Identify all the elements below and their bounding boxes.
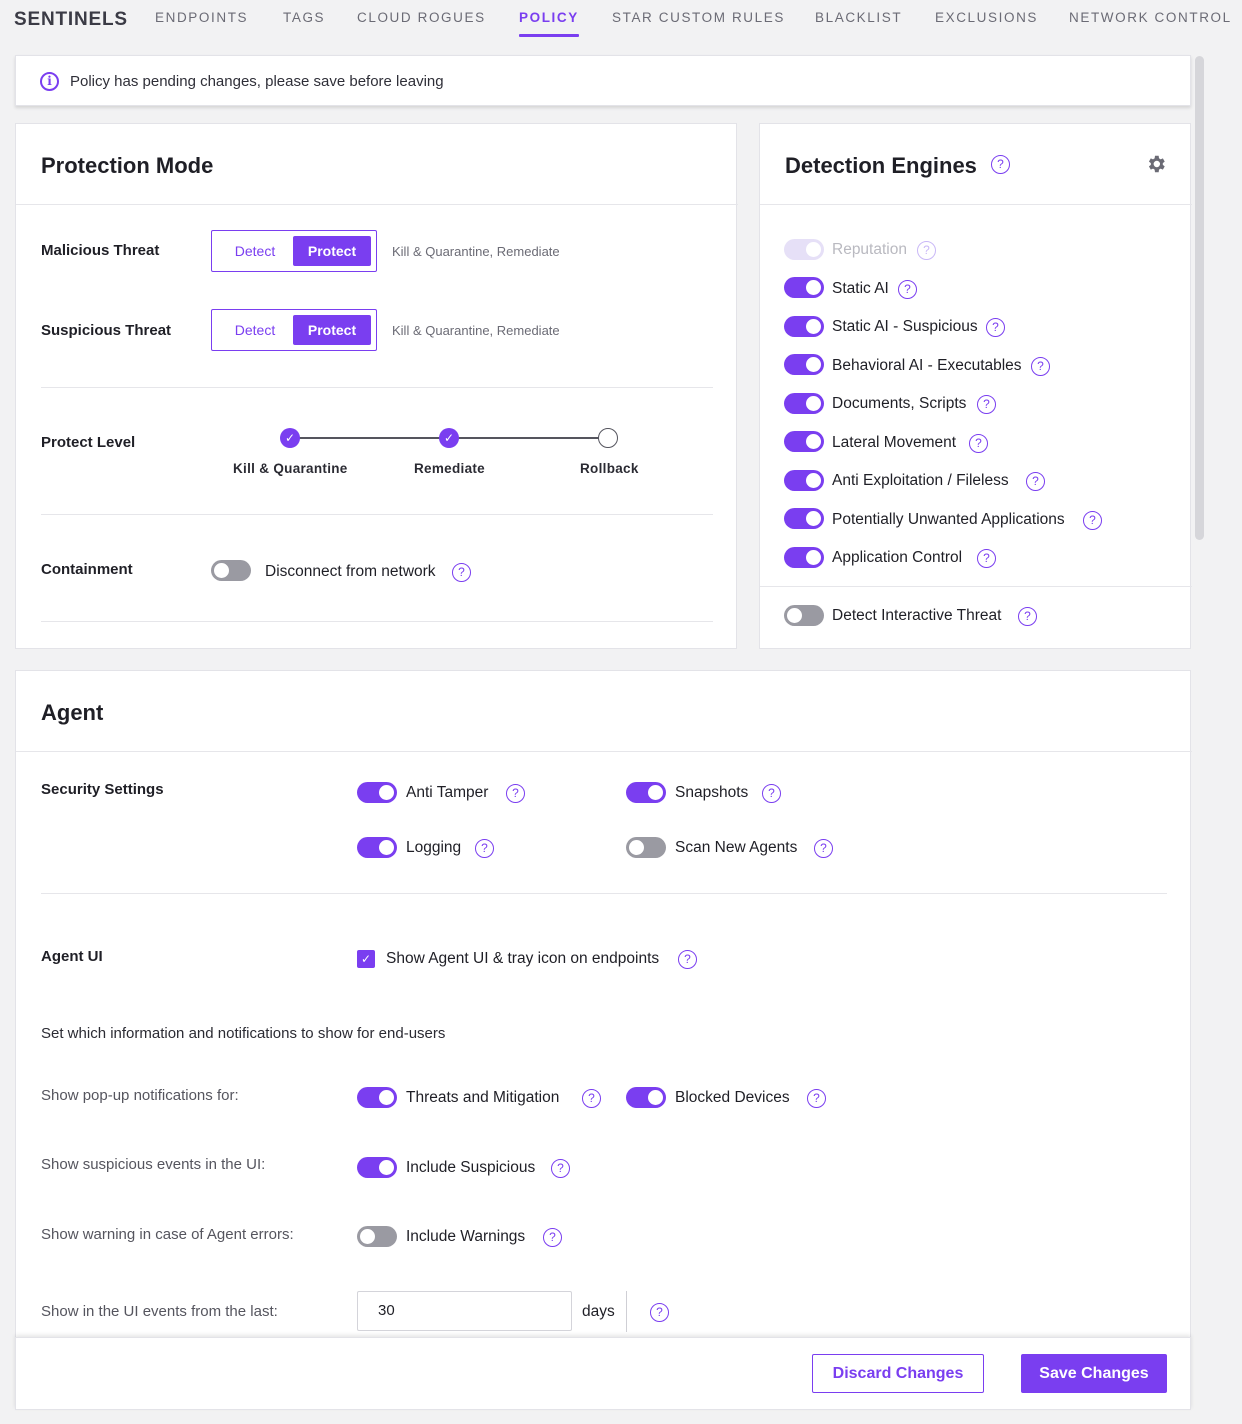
help-icon[interactable]: ? [582,1089,601,1108]
tab-tags[interactable]: TAGS [283,10,326,25]
divider [41,387,713,388]
behavioral-ai-toggle[interactable] [784,354,824,375]
divider [760,586,1192,587]
days-unit-label: days [582,1303,615,1320]
detect-interactive-threat-toggle[interactable] [784,605,824,626]
agent-ui-label: Agent UI [41,948,103,965]
help-icon[interactable]: ? [814,839,833,858]
pending-changes-banner [15,55,1191,106]
help-icon[interactable]: ? [917,241,936,260]
info-icon: i [40,72,59,91]
detection-engines-title: Detection Engines [785,153,977,178]
documents-scripts-toggle[interactable] [784,393,824,414]
application-control-toggle[interactable] [784,547,824,568]
protect-level-track-segment [290,437,450,439]
scan-new-agents-toggle[interactable] [626,837,666,858]
tab-cloud-rogues[interactable]: CLOUD ROGUES [357,10,486,25]
engine-label-lateral-movement: Lateral Movement [832,434,957,451]
help-icon[interactable]: ? [551,1159,570,1178]
tab-policy[interactable]: POLICY [519,10,579,25]
step-kill-quarantine-check-icon[interactable]: ✓ [280,428,300,448]
help-icon[interactable]: ? [807,1089,826,1108]
blocked-devices-toggle[interactable] [626,1087,666,1108]
end-user-info-text: Set which information and notifications to show for end-users [41,1025,446,1042]
step-remediate-check-icon[interactable]: ✓ [439,428,459,448]
divider [41,514,713,515]
tab-blacklist[interactable]: BLACKLIST [815,10,903,25]
help-icon[interactable]: ? [650,1303,669,1322]
agent-card [15,670,1191,1410]
security-settings-label: Security Settings [41,781,164,798]
gear-icon[interactable] [1145,153,1167,175]
engine-label-behavioral-ai: Behavioral AI - Executables [832,357,1022,374]
protect-level-label: Protect Level [41,434,136,451]
divider [41,621,713,622]
detection-engines-card [759,123,1191,649]
malicious-threat-label: Malicious Threat [41,242,160,259]
help-icon[interactable]: ? [452,563,471,582]
show-agent-ui-label: Show Agent UI & tray icon on endpoints [386,950,660,967]
divider [16,204,738,205]
help-icon[interactable]: ? [977,549,996,568]
step-label-kill-quarantine: Kill & Quarantine [233,461,348,476]
help-icon[interactable]: ? [543,1228,562,1247]
divider [760,204,1192,205]
disconnect-network-label: Disconnect from network [265,563,436,580]
lateral-movement-toggle[interactable] [784,431,824,452]
threats-mitigation-toggle[interactable] [357,1087,397,1108]
help-icon[interactable]: ? [1083,511,1102,530]
engine-label-application-control: Application Control [832,549,963,566]
include-suspicious-label: Include Suspicious [406,1159,536,1176]
banner-message: Policy has pending changes, please save before leaving [70,73,444,90]
save-footer-bar [15,1337,1191,1410]
page-scrollbar[interactable] [1195,56,1204,540]
help-icon[interactable]: ? [977,395,996,414]
tab-exclusions[interactable]: EXCLUSIONS [935,10,1039,25]
static-ai-toggle[interactable] [784,277,824,298]
top-navigation [0,0,1242,40]
engine-label-static-ai: Static AI [832,280,889,297]
protection-mode-card [15,123,737,649]
malicious-protect-option[interactable]: Protect [293,236,371,266]
snapshots-label: Snapshots [675,784,749,801]
divider [16,751,1192,752]
step-rollback-circle-icon[interactable] [598,428,618,448]
engine-label-potentially-unwanted: Potentially Unwanted Applications [832,511,1065,528]
help-icon[interactable]: ? [506,784,525,803]
divider [626,1291,627,1332]
snapshots-toggle[interactable] [626,782,666,803]
engine-label-static-ai-suspicious: Static AI - Suspicious [832,318,978,335]
step-label-remediate: Remediate [414,461,485,476]
step-label-rollback: Rollback [580,461,639,476]
help-icon[interactable]: ? [1031,357,1050,376]
include-warnings-label: Include Warnings [406,1228,526,1245]
tab-endpoints[interactable]: ENDPOINTS [155,10,249,25]
help-icon[interactable]: ? [991,155,1010,174]
tab-star-custom-rules[interactable]: STAR CUSTOM RULES [612,10,785,25]
suspicious-threat-description: Kill & Quarantine, Remediate [392,323,560,338]
anti-tamper-label: Anti Tamper [406,784,489,801]
discard-changes-button[interactable]: Discard Changes [812,1354,984,1393]
threats-mitigation-label: Threats and Mitigation [406,1089,560,1106]
containment-label: Containment [41,561,133,578]
divider [41,893,1167,894]
brand-logo: SENTINELS [14,9,128,30]
suspicious-threat-label: Suspicious Threat [41,322,172,339]
help-icon[interactable]: ? [475,839,494,858]
agent-title: Agent [41,700,104,725]
logging-toggle[interactable] [357,837,397,858]
potentially-unwanted-toggle[interactable] [784,508,824,529]
help-icon[interactable]: ? [1026,472,1045,491]
reputation-toggle [784,239,824,260]
blocked-devices-label: Blocked Devices [675,1089,790,1106]
save-changes-button[interactable]: Save Changes [1021,1354,1167,1393]
malicious-threat-segmented-control [211,230,377,272]
include-warnings-toggle[interactable] [357,1226,397,1247]
help-icon[interactable]: ? [898,280,917,299]
help-icon[interactable]: ? [678,950,697,969]
suspicious-protect-option[interactable]: Protect [293,315,371,345]
engine-label-reputation: Reputation [832,241,907,258]
disconnect-network-toggle[interactable] [211,560,251,581]
malicious-detect-option[interactable]: Detect [234,243,276,259]
popup-notifications-label: Show pop-up notifications for: [41,1087,239,1104]
engine-label-detect-interactive: Detect Interactive Threat [832,607,1002,624]
static-ai-suspicious-toggle[interactable] [784,316,824,337]
scan-new-agents-label: Scan New Agents [675,839,798,856]
help-icon[interactable]: ? [762,784,781,803]
help-icon[interactable]: ? [986,318,1005,337]
engine-label-anti-exploitation: Anti Exploitation / Fileless [832,472,1009,489]
protect-level-track-segment [450,437,608,439]
agent-errors-warning-label: Show warning in case of Agent errors: [41,1226,294,1243]
help-icon[interactable]: ? [969,434,988,453]
show-agent-ui-checkbox[interactable]: ✓ [357,950,375,968]
help-icon[interactable]: ? [1018,607,1037,626]
anti-tamper-toggle[interactable] [357,782,397,803]
anti-exploitation-toggle[interactable] [784,470,824,491]
logging-label: Logging [406,839,462,856]
days-input[interactable]: 30 [357,1291,572,1331]
include-suspicious-toggle[interactable] [357,1157,397,1178]
suspicious-detect-option[interactable]: Detect [234,322,276,338]
malicious-threat-description: Kill & Quarantine, Remediate [392,244,560,259]
engine-label-documents-scripts: Documents, Scripts [832,395,967,412]
suspicious-events-label: Show suspicious events in the UI: [41,1156,266,1173]
events-last-label: Show in the UI events from the last: [41,1303,278,1320]
suspicious-threat-segmented-control [211,309,377,351]
tab-network-control[interactable]: NETWORK CONTROL [1069,10,1232,25]
protection-mode-title: Protection Mode [41,153,214,178]
